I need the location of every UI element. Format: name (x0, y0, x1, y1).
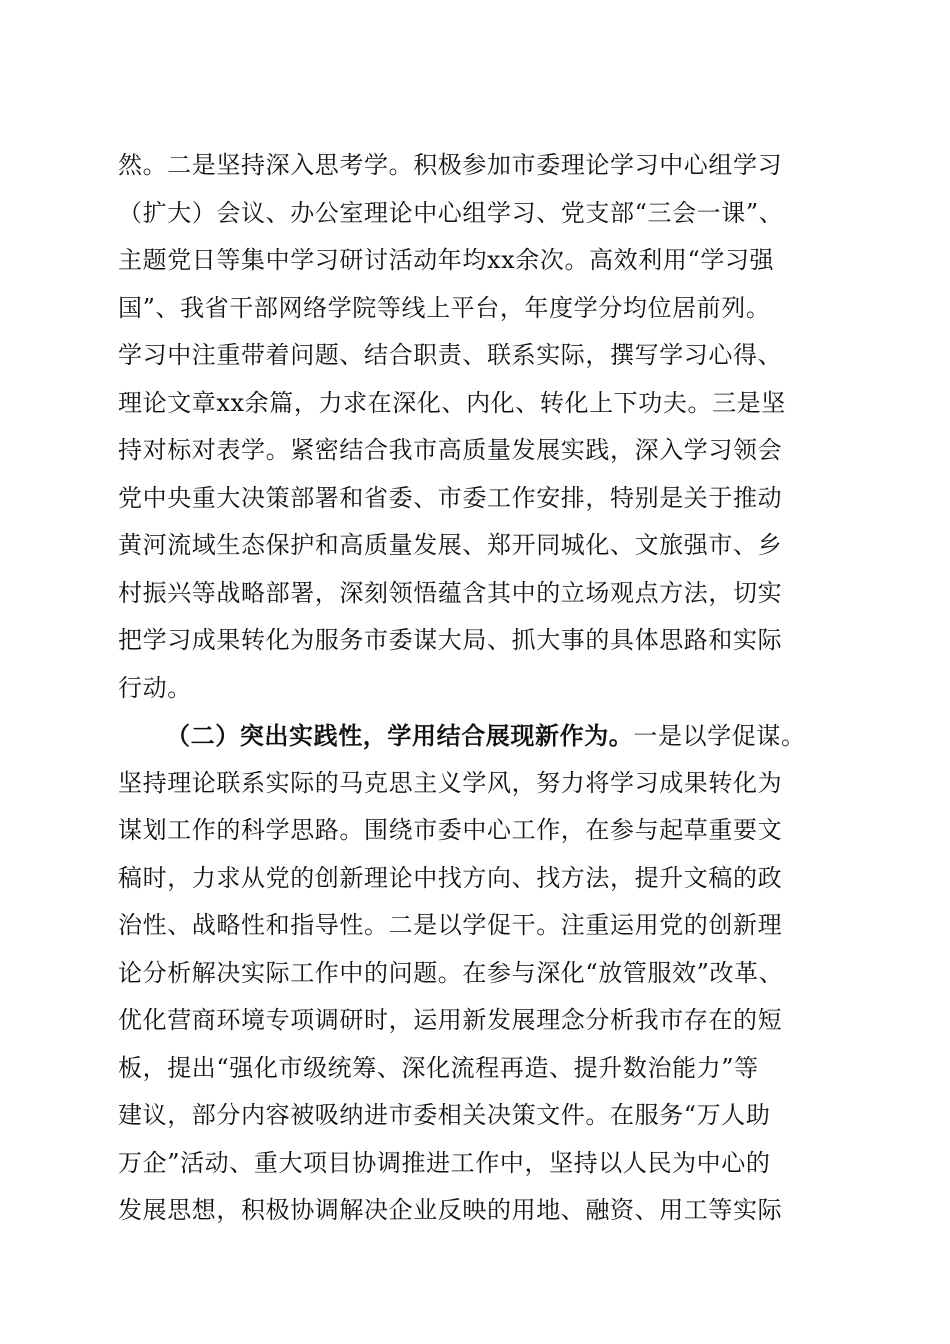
paragraph-line: 村振兴等战略部署，深刻领悟蕴含其中的立场观点方法，切实 (118, 578, 783, 607)
paragraph-line: 党中央重大决策部署和省委、市委工作安排，特别是关于推动 (118, 483, 783, 512)
paragraph-line: 坚持理论联系实际的马克思主义学风，努力将学习成果转化为 (118, 768, 783, 797)
paragraph-line: 优化营商环境专项调研时，运用新发展理念分析我市存在的短 (118, 1006, 783, 1034)
paragraph-line: 治性、战略性和指导性。二是以学促干。注重运用党的创新理 (118, 911, 783, 939)
paragraph-line: 然。二是坚持深入思考学。积极参加市委理论学习中心组学习 (118, 151, 783, 179)
paragraph-line: 稿时，力求从党的创新理论中找方向、找方法，提升文稿的政 (118, 863, 783, 892)
paragraph-line: 建议，部分内容被吸纳进市委相关决策文件。在服务“万人助 (118, 1101, 771, 1129)
paragraph-line: 万企”活动、重大项目协调推进工作中，坚持以人民为中心的 (118, 1148, 771, 1177)
paragraph-line: 行动。 (118, 673, 192, 702)
section-heading-line (118, 712, 838, 760)
paragraph-line: 主题党日等集中学习研讨活动年均xx余次。高效利用“学习强 (118, 246, 775, 274)
paragraph-line: 论分析解决实际工作中的问题。在参与深化“放管服效”改革、 (118, 958, 784, 987)
paragraph-line: 学习中注重带着问题、结合职责、联系实际，撰写学习心得、 (118, 341, 783, 369)
section-heading: （二）突出实践性，学用结合展现新作为。 (166, 721, 634, 750)
paragraph-line: 理论文章xx余篇，力求在深化、内化、转化上下功夫。三是坚 (118, 388, 786, 417)
section-heading-rest: 一是以学促谋。 (633, 722, 806, 750)
paragraph-line: 把学习成果转化为服务市委谋大局、抓大事的具体思路和实际 (118, 626, 783, 654)
paragraph-line: 板，提出“强化市级统筹、深化流程再造、提升数治能力”等 (118, 1053, 759, 1082)
document-body (118, 142, 838, 1235)
paragraph-line: 国”、我省干部网络学院等线上平台，年度学分均位居前列。 (118, 293, 771, 322)
paragraph-line: 谋划工作的科学思路。围绕市委中心工作，在参与起草重要文 (118, 816, 783, 844)
paragraph-line: 黄河流域生态保护和高质量发展、郑开同城化、文旅强市、乡 (118, 531, 783, 559)
paragraph-line: 持对标对表学。紧密结合我市高质量发展实践，深入学习领会 (118, 436, 783, 464)
paragraph-line: （扩大）会议、办公室理论中心组学习、党支部“三会一课”、 (118, 198, 784, 227)
paragraph-line: 发展思想，积极协调解决企业反映的用地、融资、用工等实际 (118, 1196, 783, 1224)
